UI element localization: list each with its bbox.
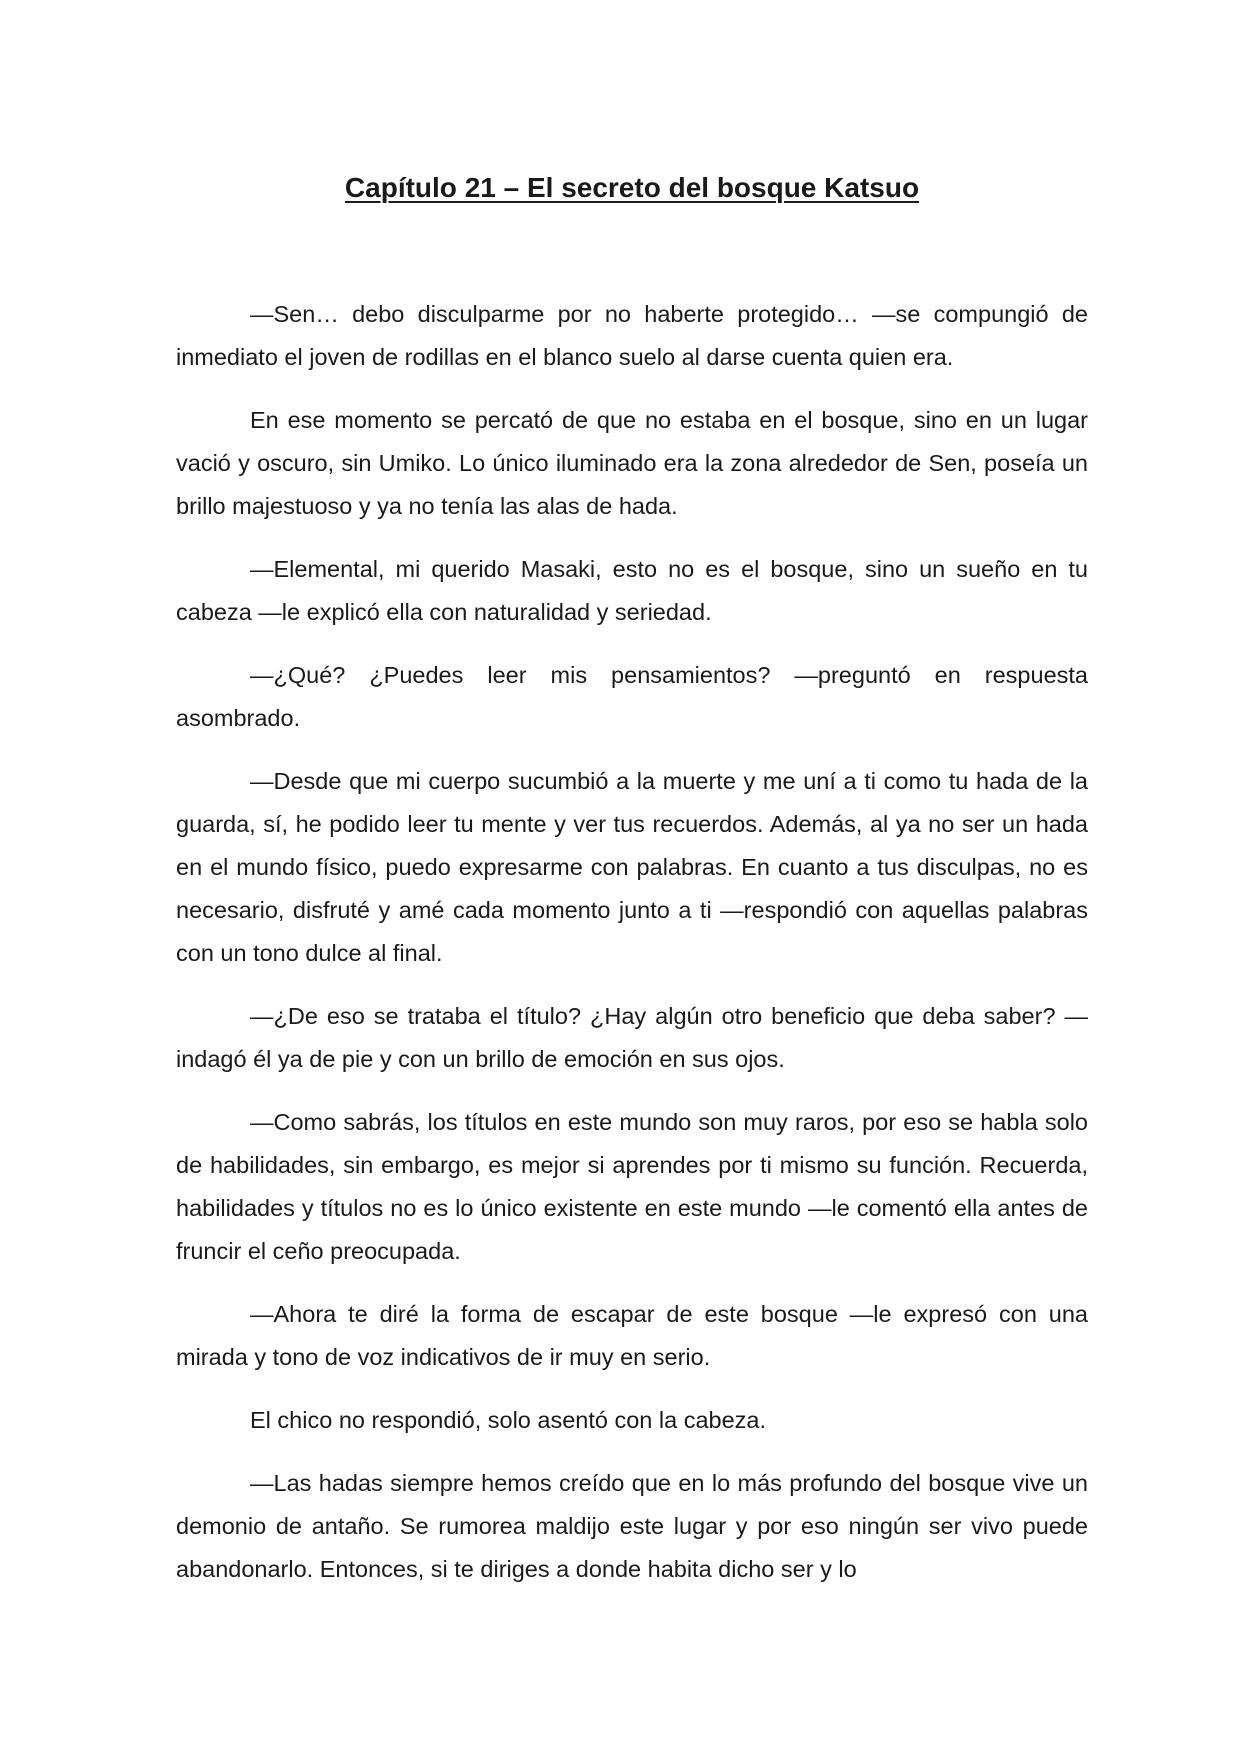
paragraph: —¿Qué? ¿Puedes leer mis pensamientos? —preguntó en respuesta asombrado. <box>176 662 1088 731</box>
paragraph: —Sen… debo disculparme por no haberte protegido… —se compungió de inmediato el joven de rodillas en el blanco suelo al darse cuenta quien era. <box>176 301 1088 370</box>
paragraph: —Las hadas siempre hemos creído que en lo más profundo del bosque vive un demonio de antaño. Se rumorea maldijo este lugar y por eso ningún ser vivo puede abandonarlo. Entonces, si te diriges a donde habita dicho ser y lo <box>176 1470 1088 1582</box>
document-body <box>176 293 1088 1611</box>
paragraph: —¿De eso se trataba el título? ¿Hay algún otro beneficio que deba saber? —indagó él ya de pie y con un brillo de emoción en sus ojos. <box>176 1003 1088 1072</box>
paragraph: En ese momento se percató de que no estaba en el bosque, sino en un lugar vació y oscuro, sin Umiko. Lo único iluminado era la zona alrededor de Sen, poseía un brillo majestuoso y ya no tenía las alas de hada. <box>176 407 1088 519</box>
chapter-title: Capítulo 21 – El secreto del bosque Katsuo <box>344 172 920 203</box>
paragraph: El chico no respondió, solo asentó con la cabeza. <box>250 1407 767 1433</box>
paragraph: —Como sabrás, los títulos en este mundo son muy raros, por eso se habla solo de habilidades, sin embargo, es mejor si aprendes por ti mismo su función. Recuerda, habilidades y títulos no es lo único existente en este mundo —le comentó ella antes de fruncir el ceño preocupada. <box>176 1109 1088 1264</box>
paragraph: —Ahora te diré la forma de escapar de este bosque —le expresó con una mirada y tono de voz indicativos de ir muy en serio. <box>176 1301 1088 1370</box>
paragraph: —Elemental, mi querido Masaki, esto no es el bosque, sino un sueño en tu cabeza —le explicó ella con naturalidad y seriedad. <box>176 556 1088 625</box>
paragraph: —Desde que mi cuerpo sucumbió a la muerte y me uní a ti como tu hada de la guarda, sí, he podido leer tu mente y ver tus recuerdos. Además, al ya no ser un hada en el mundo físico, puedo expresarme con palabras. En cuanto a tus disculpas, no es necesario, disfruté y amé cada momento junto a ti —respondió con aquellas palabras con un tono dulce al final. <box>176 768 1088 966</box>
